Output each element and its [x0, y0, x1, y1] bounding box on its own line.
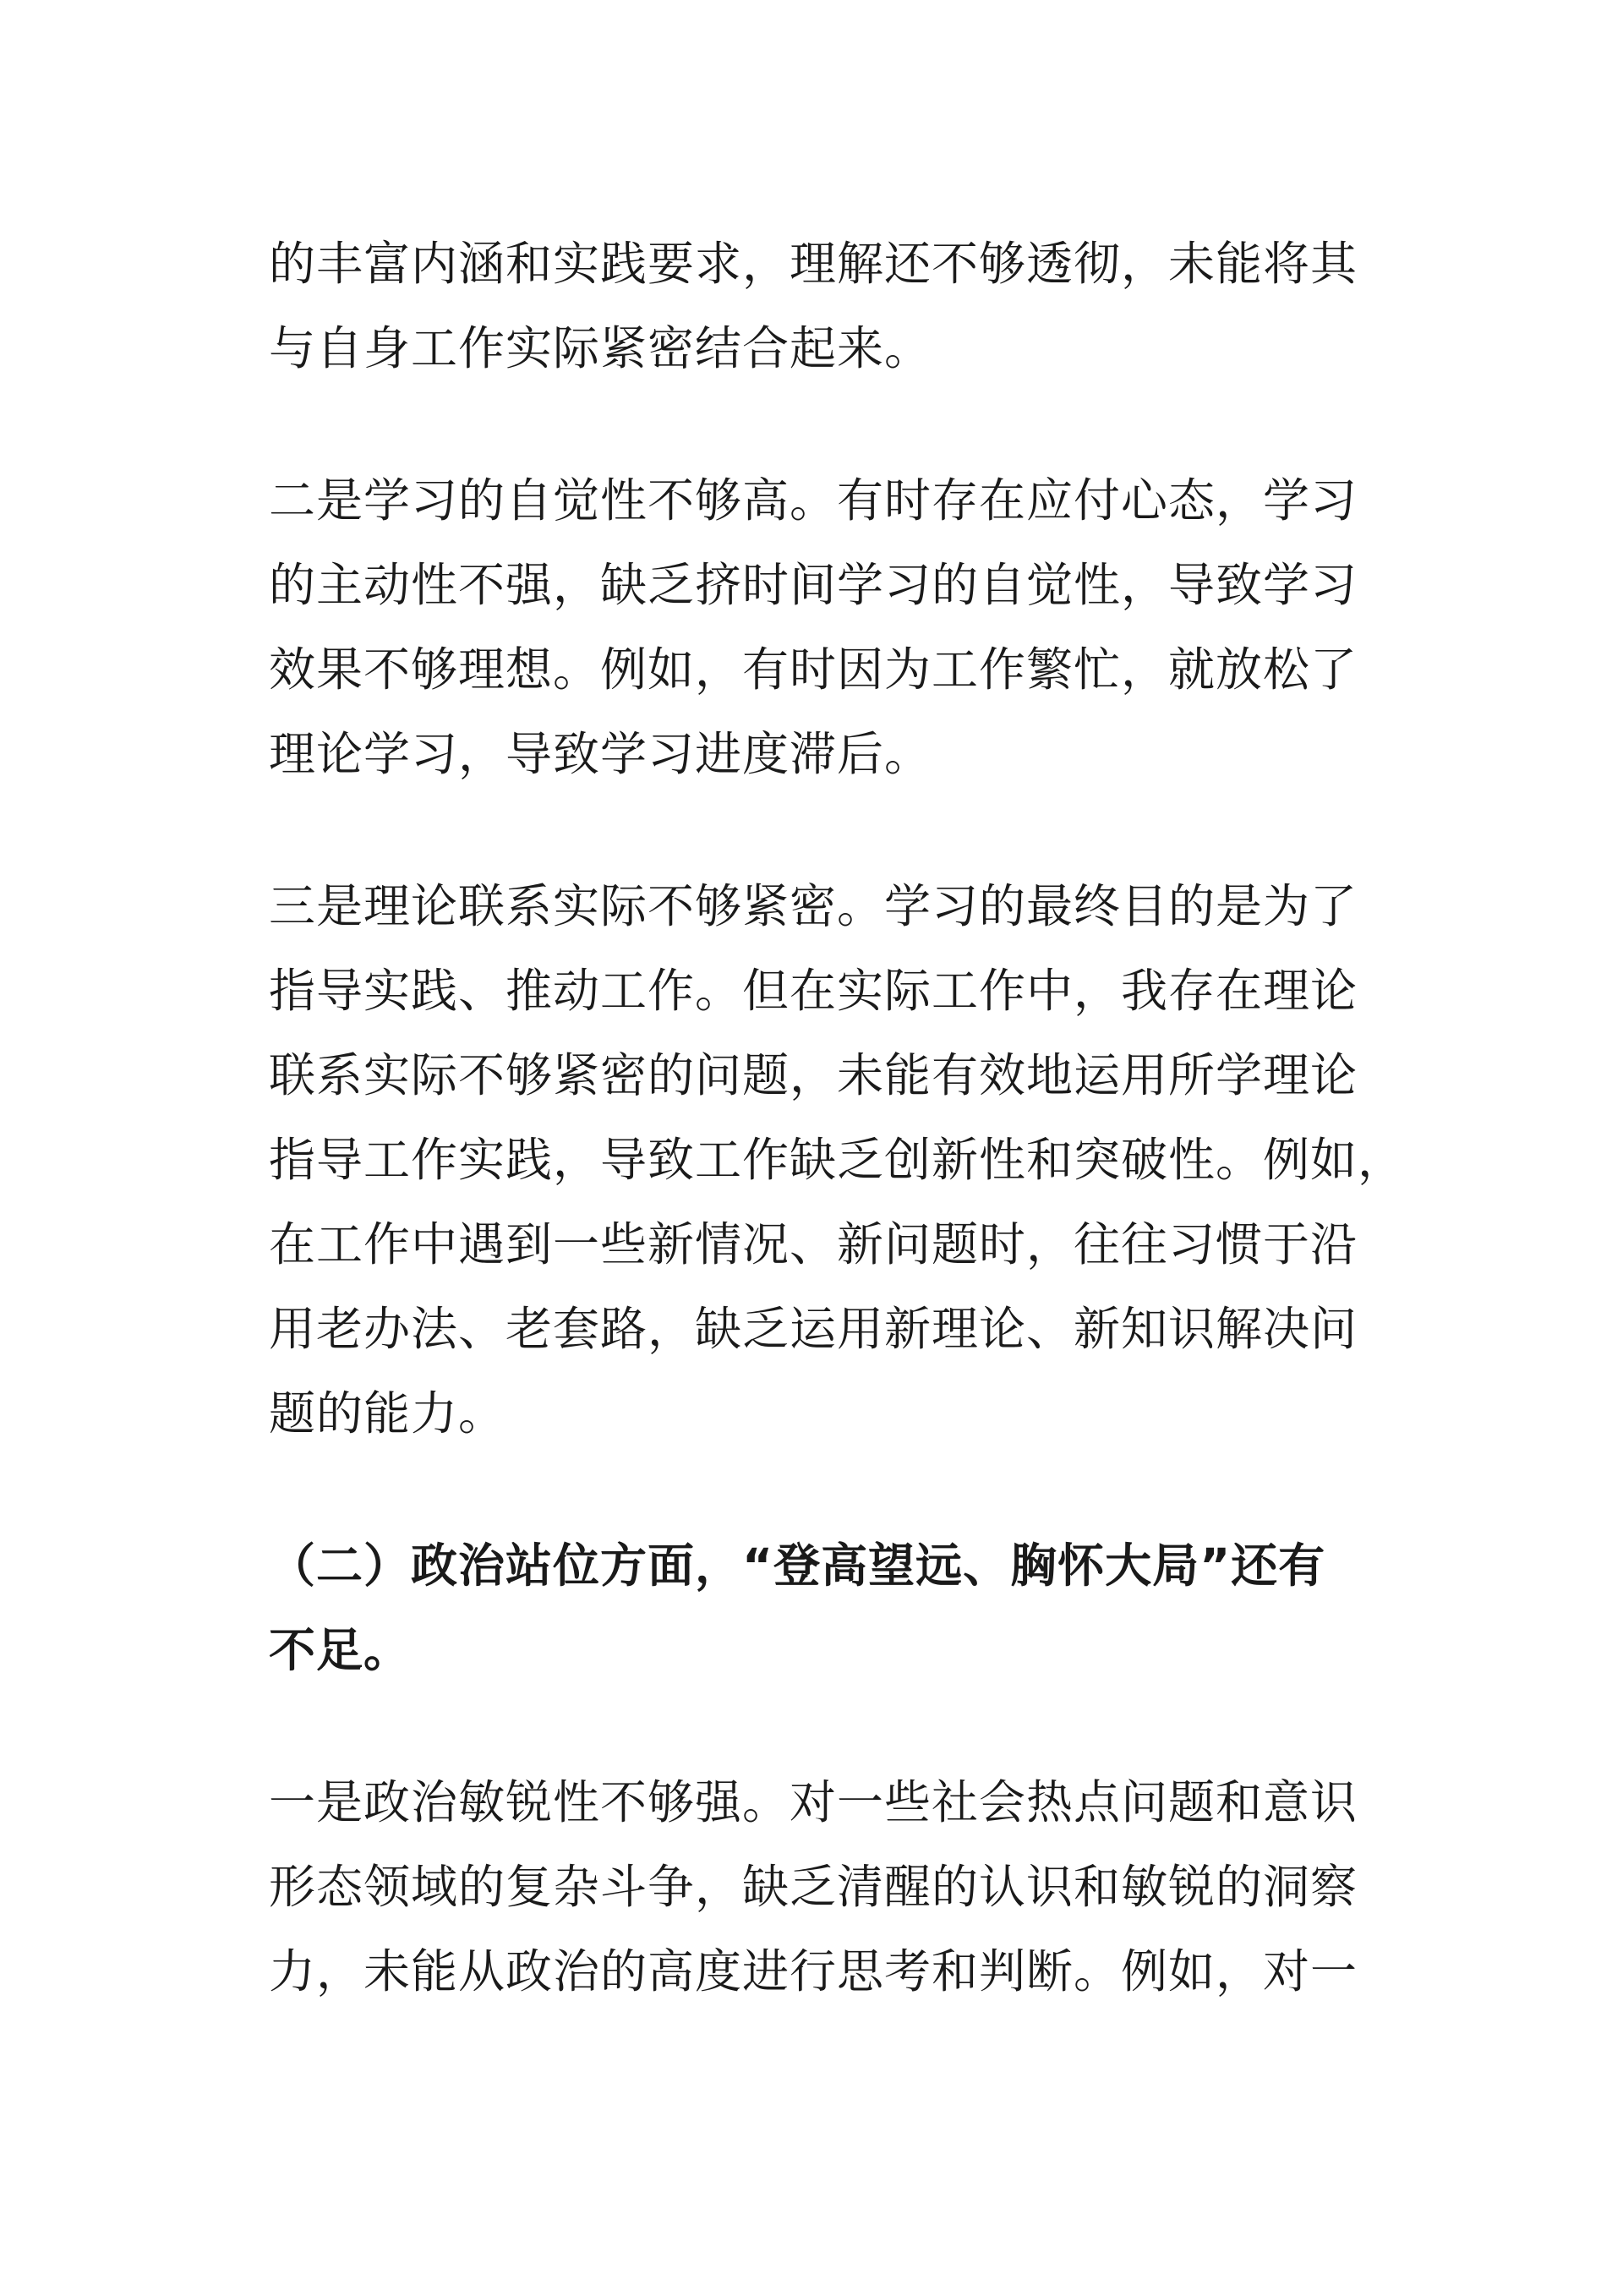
heading-line: （二）政治站位方面，“登高望远、胸怀大局”还有: [269, 1539, 1326, 1593]
text-line: 指导工作实践，导致工作缺乏创新性和突破性。例如，: [269, 1133, 1406, 1187]
text-line: 的主动性不强，缺乏挤时间学习的自觉性，导致学习: [269, 558, 1358, 612]
text-line: 指导实践、推动工作。但在实际工作中，我存在理论: [269, 964, 1358, 1018]
text-line: 力，未能从政治的高度进行思考和判断。例如，对一: [269, 1944, 1358, 1998]
paragraph-study-consciousness: [269, 458, 1368, 796]
section-heading: [269, 1523, 1368, 1692]
text-line: 三是理论联系实际不够紧密。学习的最终目的是为了: [269, 879, 1358, 933]
text-line: 联系实际不够紧密的问题，未能有效地运用所学理论: [269, 1048, 1358, 1102]
paragraph-continuation: [269, 221, 1368, 391]
text-line: 一是政治敏锐性不够强。对一些社会热点问题和意识: [269, 1775, 1358, 1829]
text-line: 的丰富内涵和实践要求，理解还不够透彻，未能将其: [269, 237, 1358, 291]
paragraph-political-sensitivity: [269, 1760, 1368, 2014]
text-line: 形态领域的复杂斗争，缺乏清醒的认识和敏锐的洞察: [269, 1860, 1358, 1914]
text-line: 理论学习，导致学习进度滞后。: [269, 727, 932, 781]
text-line: 二是学习的自觉性不够高。有时存在应付心态，学习: [269, 473, 1358, 528]
text-line: 在工作中遇到一些新情况、新问题时，往往习惯于沿: [269, 1217, 1358, 1271]
text-line: 与自身工作实际紧密结合起来。: [269, 321, 932, 375]
paragraph-theory-practice: [269, 864, 1406, 1456]
document-body: [269, 221, 1406, 2014]
text-line: 效果不够理想。例如，有时因为工作繁忙，就放松了: [269, 642, 1358, 697]
heading-line: 不足。: [269, 1623, 412, 1677]
text-line: 用老办法、老套路，缺乏运用新理论、新知识解决问: [269, 1302, 1358, 1356]
text-line: 题的能力。: [269, 1386, 506, 1440]
